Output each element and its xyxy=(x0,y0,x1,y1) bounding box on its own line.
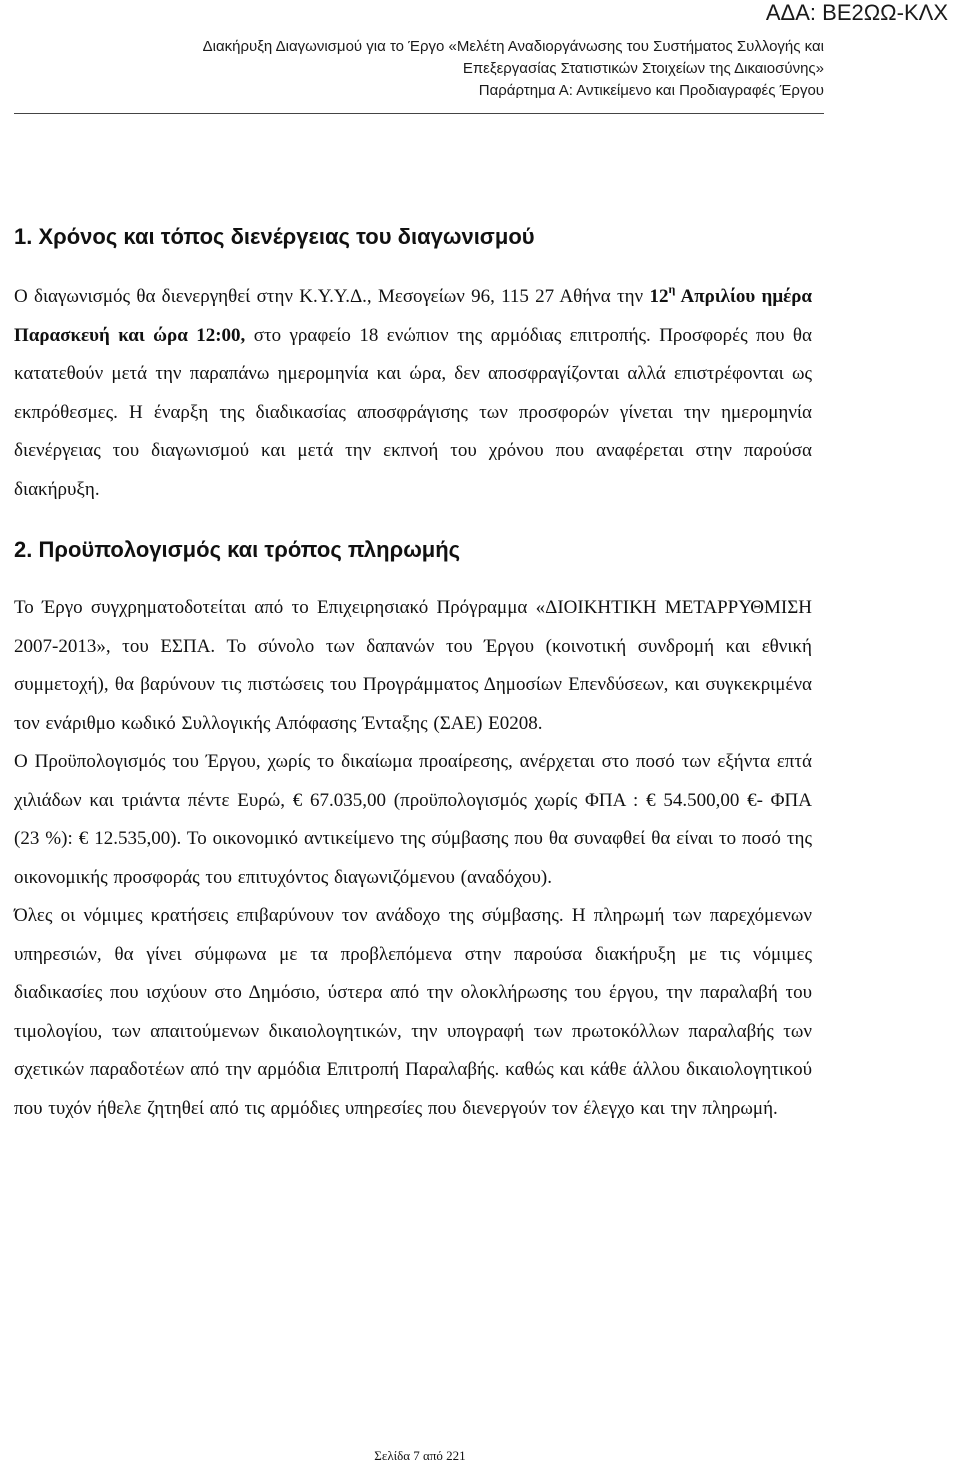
section-1-paragraph xyxy=(14,278,812,509)
header-line-3: Παράρτημα Α: Αντικείμενο και Προδιαγραφές Έργου xyxy=(478,82,824,99)
section-2-paragraph-2: Ο Προϋπολογισμός του Έργου, χωρίς το δικαίωμα προαίρεσης, ανέρχεται στο ποσό των εξήντα επτά χιλιάδων και τριάντα πέντε Ευρώ, € 67.035,00 (προϋπολογισμός χωρίς ΦΠΑ : € 54.500,00 €- ΦΠΑ (23 %): € 12.535,00). Το οικονομικό αντικείμενο της σύμβασης που θα συναφθεί θα είναι το ποσό της οικονομικής προσφοράς του επιτυχόντος διαγωνιζόμενου (αναδόχου). xyxy=(14,751,812,888)
header-line-2: Επεξεργασίας Στατιστικών Στοιχείων της Δικαιοσύνης» xyxy=(462,60,824,77)
header-divider xyxy=(14,113,824,114)
section-2-heading: 2. Προϋπολογισμός και τρόπος πληρωμής xyxy=(14,537,461,562)
section-1-text-pre: Ο διαγωνισμός θα διενεργηθεί στην Κ.Υ.Υ.Δ., Μεσογείων 96, 115 27 Αθήνα την xyxy=(14,286,650,307)
ada-code: ΑΔΑ: ΒΕ2ΩΩ-ΚΛΧ xyxy=(765,0,948,25)
section-2-paragraph-3: Όλες οι νόμιμες κρατήσεις επιβαρύνουν τον ανάδοχο της σύμβασης. Η πληρωμή των παρεχόμενων υπηρεσιών, θα γίνει σύμφωνα με τα προβλεπόμενα στην παρούσα διακήρυξη με τις νόμιμες διαδικασίες που ισχύουν στο Δημόσιο, ύστερα από την ολοκλήρωσης του έργου, την παραλαβή του τιμολογίου, των απαιτούμενων δικαιολογητικών, την υπογραφή των πρωτοκόλλων παραλαβής των σχετικών παραδοτέων από την αρμόδια Επιτροπή Παραλαβής. καθώς και κάθε άλλου δικαιολογητικού που τυχόν ήθελε ζητηθεί από τις αρμόδιες υπηρεσίες που διενεργούν τον έλεγχο και την πληρωμή. xyxy=(14,905,812,1119)
header-line-1: Διακήρυξη Διαγωνισμού για το Έργο «Μελέτη Αναδιοργάνωσης του Συστήματος Συλλογής και xyxy=(202,38,824,55)
running-header xyxy=(4,36,824,102)
section-1-date-rest: Απριλίου ημέρα Παρασκευή και ώρα 12:00, xyxy=(14,286,812,346)
section-2-paragraph-1: Το Έργο συγχρηματοδοτείται από το Επιχειρησιακό Πρόγραμμα «ΔΙΟΙΚΗΤΙΚΗ ΜΕΤΑΡΡΥΘΜΙΣΗ 2007-2013», του ΕΣΠΑ. Το σύνολο των δαπανών του Έργου (κοινοτική συνδρομή και εθνική συμμετοχή), θα βαρύνουν τις πιστώσεις του Προγράμματος Δημοσίων Επενδύσεων, και συγκεκριμένα τον ενάριθμο κωδικό Συλλογικής Απόφασης Ένταξης (ΣΑΕ) Ε0208. xyxy=(14,597,812,734)
section-1-text-post: στο γραφείο 18 ενώπιον της αρμόδιας επιτροπής. Προσφορές που θα κατατεθούν μετά την παραπάνω ημερομηνία και ώρα, δεν αποσφραγίζονται αλλά επιστρέφονται ως εκπρόθεσμες. Η έναρξη της διαδικασίας αποσφράγισης των προσφορών γίνεται την ημερομηνία διενέργειας του διαγωνισμού και μετά την εκπνοή του χρόνου που αναφέρεται στην παρούσα διακήρυξη. xyxy=(14,324,812,500)
section-1-date-suffix: η xyxy=(668,282,676,296)
section-1-heading: 1. Χρόνος και τόπος διενέργειας του διαγωνισμού xyxy=(14,224,535,249)
document-body xyxy=(14,222,812,1128)
page-number: Σελίδα 7 από 221 xyxy=(374,1448,466,1463)
section-1-date-day: 12 xyxy=(649,286,669,307)
